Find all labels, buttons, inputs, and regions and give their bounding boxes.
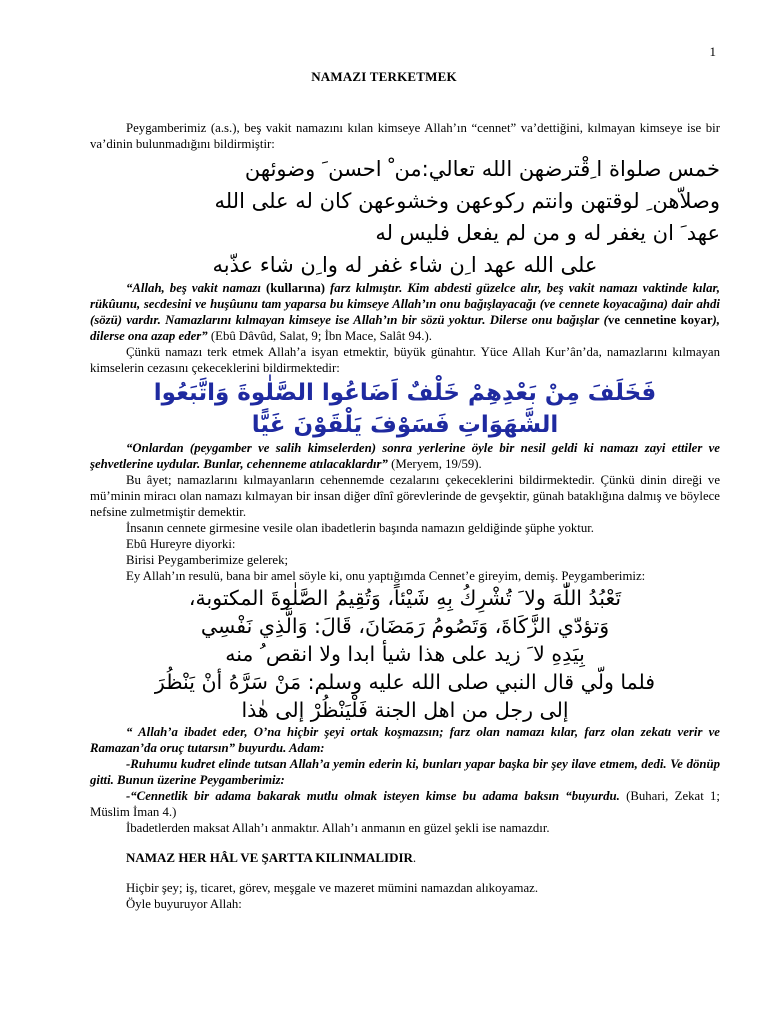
translation-1-part: ), dilerse ona azap eder” (90, 313, 720, 343)
paragraph-9: Hiçbir şey; iş, ticaret, görev, meşgale ve mazeret mümini namazdan alıkoyamaz. (126, 881, 539, 895)
paragraph-4: İnsanın cennete girmesine vesile olan ibadetlerin başında namazın geldiğinde şüphe yoktur. (126, 521, 595, 535)
intro-paragraph: Peygamberimiz (a.s.), beş vakit namazını kılan kimseye Allah’ın “cennet” va’dettiğini, kılmayan kimseye ise bir va’dinin bulunmadığını bildirmiştir: (90, 121, 720, 151)
paragraph-7: Ey Allah’ın resulü, bana bir amel söyle ki, onu yaptığımda Cennet’e gireyim, demiş. Peygamberimiz: (126, 569, 646, 583)
spacer (90, 866, 720, 880)
translation-1 (90, 280, 720, 344)
arabic-line: إلى رجل من اهل الجنة فَلْيَنْظُرْ إلى هٰذا (241, 698, 569, 722)
page-title: NAMAZI TERKETMEK (311, 69, 457, 84)
arabic-line: وصلاّهن ِ لوقتهن وانتم ركوعهن وخشوعهن كان له على الله (214, 189, 720, 213)
translation-1-source: (Ebû Dâvûd, Salat, 9; İbn Mace, Salât 94.). (210, 329, 432, 343)
arabic-line: بِيَدِهِ لا َ زيد على هذا شيأ ابدا ولا انقص ُ منه (225, 642, 585, 666)
spacer (90, 836, 720, 850)
translation-2-source: (Meryem, 19/59). (391, 457, 482, 471)
translation-3-source: (Buhari, Zekat 1; Müslim İman 4.) (90, 789, 720, 819)
arabic-line: خمس صلواة ا ِقْترضهن الله تعالي:من ْ احسن َ وضوئهن (244, 157, 720, 181)
arabic-line: تَعْبُدُ اللّٰهَ ولا َ تُشْرِكُ بِهِ شَيْئاً، وَتُقِيمُ الصَّلٰوةَ المكتوبة، (188, 586, 622, 610)
ayah-line: فَخَلَفَ مِنْ بَعْدِهِمْ خَلْفٌ اَضَاعُوا الصَّلٰوةَ وَاتَّبَعُوا (153, 380, 657, 406)
translation-1-part: farz kılmıştır. Kim abdesti güzelce alır, beş vakit namazı vaktinde kılar, rükûunu, secdesini ve huşûunu tam yaparsa bu kimseye Allah’ın onu bağışlayacağı (ve cennete koyacağına) dair ahdi (sözü) vardır. Namazlarını kılmayan kimseye ise Allah’ın bir sözü yoktur. Dilerse onu bağışlar ( (90, 281, 720, 327)
translation-1-part: ve cennetine koyar (607, 313, 713, 327)
paragraph-6: Birisi Peygamberimize gelerek; (126, 553, 289, 567)
paragraph-3: Bu âyet; namazlarını kılmayanların cehennemde cezalarını çekeceklerini bildirmektedir. Çünkü dinin direği ve mü’minin miracı olan namazı kılmayan bir insan diğer dînî görevlerinde de gevşektir, günah bataklığına dalmış ve böylece nefsine zulmetmiştir demektir. (90, 473, 720, 519)
section-heading (90, 850, 720, 866)
translation-2-text: “Onlardan (peygamber ve salih kimselerden) sonra yerlerine öyle bir nesil geldi ki namazı zayi ettiler ve şehvetlerine uydular. Bunlar, cehenneme atılacaklardır” (90, 441, 720, 471)
ayah-line: الشَّهَوَاتِ فَسَوْفَ يَلْقَوْنَ غَيًّا (251, 412, 559, 438)
paragraph-5: Ebû Hureyre diyorki: (126, 537, 236, 551)
paragraph-8: İbadetlerden maksat Allah’ı anmaktır. Allah’ı anmanın en güzel şekli ise namazdır. (126, 821, 550, 835)
arabic-hadith-2 (90, 584, 720, 724)
arabic-line: على الله عهد ا ِن شاء غفر له وا ِن شاء عذّبه (212, 253, 598, 277)
arabic-line: عهد َ ان يغفر له و من لم يفعل فليس له (375, 221, 720, 245)
section-heading-period: . (412, 851, 417, 865)
page-number: 1 (709, 44, 716, 59)
translation-3-line-3 (90, 788, 720, 820)
paragraph-2: Çünkü namazı terk etmek Allah’a isyan etmektir, büyük günahtır. Yüce Allah Kur’ân’da, namazlarını kılmayan kimselerin cezasını çekeceklerini bildirmektedir: (90, 345, 720, 375)
paragraph-10: Öyle buyuruyor Allah: (126, 897, 242, 911)
quran-ayah (90, 378, 720, 440)
translation-2 (90, 440, 720, 472)
arabic-hadith-1 (90, 154, 720, 280)
arabic-line: فلما ولّي قال النبي صلى الله عليه وسلم: مَنْ سَرَّهُ أنْ يَنْظُرَ (154, 670, 656, 694)
translation-3: “ Allah’a ibadet eder, O’na hiçbir şeyi ortak koşmazsın; farz olan namazı kılar, farz olan zekatı verir ve Ramazan’da oruç tutarsın” buyurdu. Adam: (90, 725, 720, 755)
document-body (90, 120, 720, 912)
translation-3-line-2: -Ruhumu kudret elinde tutsan Allah’a yemin ederin ki, bunları yapar başka bir şey ilave etmem, dedi. Ve dönüp gitti. Bunun üzerine Peygamberimiz: (90, 757, 720, 787)
section-heading-text: NAMAZ HER HÂL VE ŞARTTA KILINMALIDIR (126, 850, 413, 865)
translation-1-part: “Allah, beş vakit namazı (126, 281, 266, 295)
translation-3-quote: -“Cennetlik bir adama bakarak mutlu olmak isteyen kimse bu adama baksın “buyurdu. (126, 789, 620, 803)
translation-1-part: (kullarına) (265, 281, 331, 295)
arabic-line: وَتؤدّي الزَّكَاةَ، وَتَصُومُ رَمَضَانَ، قَالَ: وَالَّذِي نَفْسِي (200, 614, 610, 638)
